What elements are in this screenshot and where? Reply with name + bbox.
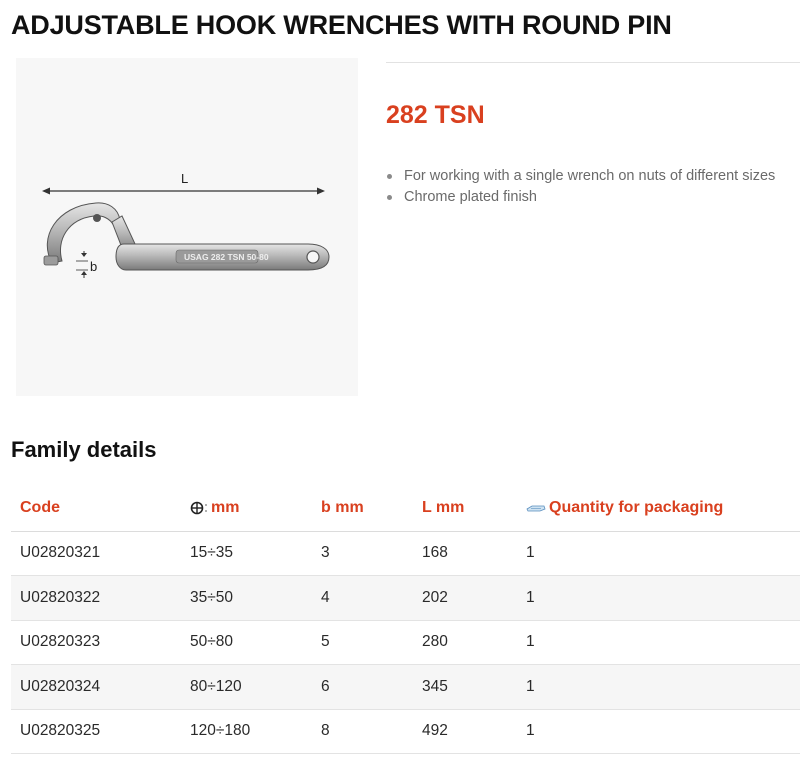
cell-qty: 1: [521, 665, 800, 710]
product-image: [16, 58, 358, 396]
table-row: [11, 531, 800, 576]
cell-code: U02820321: [11, 531, 181, 576]
cell-qty: 1: [521, 620, 800, 665]
cell-code: U02820322: [11, 576, 181, 621]
page-title: ADJUSTABLE HOOK WRENCHES WITH ROUND PIN: [11, 10, 672, 40]
column-header-b: b mm: [317, 486, 418, 531]
table-row: [11, 665, 800, 710]
cell-qty: 1: [521, 531, 800, 576]
bullet-icon: [387, 195, 392, 200]
bullet-icon: [387, 174, 392, 179]
table-header-row: [11, 486, 800, 531]
cell-b: 4: [317, 576, 418, 621]
cell-l: 202: [418, 576, 521, 621]
package-icon: [526, 503, 546, 513]
cell-b: 5: [317, 620, 418, 665]
cell-b: 3: [317, 531, 418, 576]
cell-l: 492: [418, 709, 521, 754]
dimension-l-label: L: [181, 171, 189, 186]
cell-range: 120÷180: [181, 709, 317, 754]
column-header-qty: [521, 486, 800, 531]
cell-qty: 1: [521, 709, 800, 754]
dimension-b-marker: [76, 251, 88, 278]
dimension-l-line: [42, 188, 325, 195]
dimension-b-label: b: [90, 259, 98, 274]
cell-range: 15÷35: [181, 531, 317, 576]
family-details-table: [11, 486, 800, 754]
table-row: [11, 620, 800, 665]
cell-code: U02820325: [11, 709, 181, 754]
column-header-code: Code: [11, 486, 181, 531]
feature-item: [386, 166, 775, 187]
cell-range: 35÷50: [181, 576, 317, 621]
feature-item: [386, 187, 775, 208]
cell-code: U02820324: [11, 665, 181, 710]
table-row: [11, 709, 800, 754]
column-header-l: L mm: [418, 486, 521, 531]
cell-range: 50÷80: [181, 620, 317, 665]
header-divider: [386, 62, 800, 63]
table-row: [11, 576, 800, 621]
column-header-range: [181, 486, 317, 531]
cell-qty: 1: [521, 576, 800, 621]
cell-range: 80÷120: [181, 665, 317, 710]
column-header-range-label: mm: [211, 499, 240, 517]
cell-b: 8: [317, 709, 418, 754]
feature-text: Chrome plated finish: [404, 189, 537, 205]
hook-wrench-illustration: [16, 58, 358, 396]
cell-b: 6: [317, 665, 418, 710]
wrench-engraving: USAG 282 TSN 50-80: [184, 252, 269, 262]
cell-l: 168: [418, 531, 521, 576]
feature-text: For working with a single wrench on nuts of different sizes: [404, 168, 776, 184]
family-details-title: Family details: [11, 437, 157, 462]
column-header-qty-label: Quantity for packaging: [549, 499, 724, 517]
cell-l: 280: [418, 620, 521, 665]
cell-code: U02820323: [11, 620, 181, 665]
cell-l: 345: [418, 665, 521, 710]
diameter-range-icon: [190, 501, 208, 515]
feature-list: [386, 166, 775, 208]
product-code: 282 TSN: [386, 101, 485, 129]
